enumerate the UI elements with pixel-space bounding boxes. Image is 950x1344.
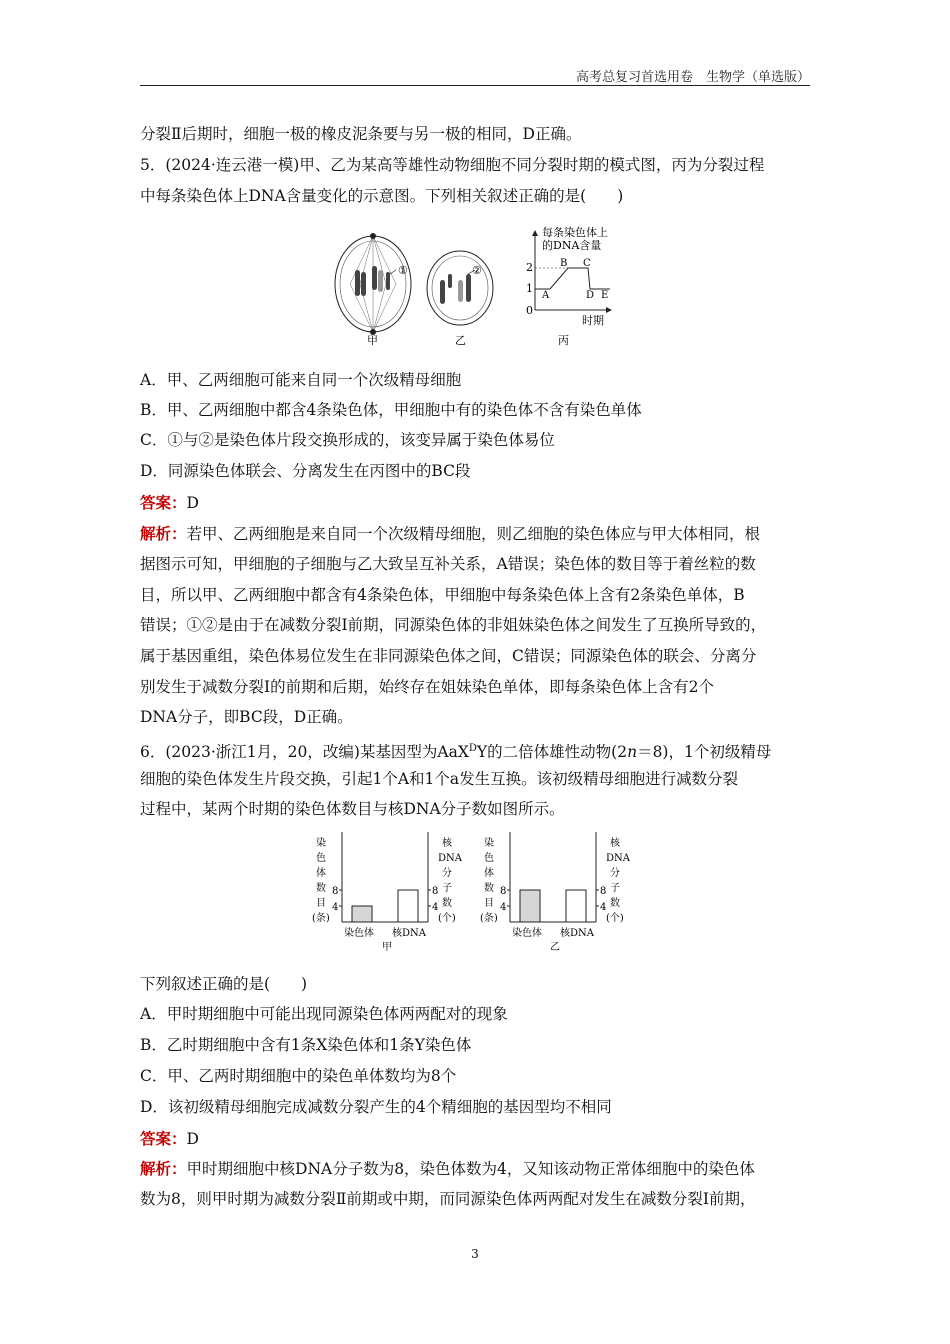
question-5-stem: 5．(2024·连云港一模)甲、乙为某高等雄性动物细胞不同分裂时期的模式图，丙为分裂过程 bbox=[140, 156, 765, 174]
figure-6 bbox=[310, 830, 650, 960]
figure-5 bbox=[320, 222, 620, 352]
right-axis-label: (个) bbox=[438, 913, 456, 924]
question-5-stem-cont: 中每条染色体上DNA含量变化的示意图。下列相关叙述正确的是( ) bbox=[140, 187, 624, 205]
explanation-5-line-1 bbox=[140, 518, 812, 550]
left-axis-label: (条) bbox=[480, 913, 498, 924]
q6-text-1: 6．(2023·浙江1月，20，改编)某基因型为AaX bbox=[140, 743, 469, 762]
bing-ylabel-1: 每条染色体上 bbox=[542, 226, 608, 239]
caption-bing: 丙 bbox=[558, 334, 569, 347]
bing-xlabel: 时期 bbox=[582, 314, 604, 327]
chart-caption: 甲 bbox=[382, 942, 392, 953]
bar bbox=[398, 890, 418, 922]
option-5B: B．甲、乙两细胞中都含4条染色体，甲细胞中有的染色体不含有染色单体 bbox=[140, 401, 642, 419]
bing-point-E: E bbox=[601, 290, 609, 301]
answer-6 bbox=[140, 1123, 812, 1155]
explanation-6-line-1 bbox=[140, 1153, 812, 1185]
right-axis-label: (个) bbox=[606, 913, 624, 924]
right-tick-label: 8 bbox=[432, 886, 439, 897]
explanation-5-line-2: 据图示可知，甲细胞的子细胞与乙大致呈互补关系，A错误；染色体的数目等于着丝粒的数 bbox=[140, 555, 756, 573]
q6-text-2: Y的二倍体雄性动物(2 bbox=[476, 743, 628, 762]
answer-value: D bbox=[186, 494, 199, 512]
chart-caption: 乙 bbox=[550, 942, 560, 953]
explanation-label: 解析： bbox=[140, 524, 187, 543]
left-axis-label: 目 bbox=[484, 898, 494, 909]
left-axis-label: 色 bbox=[316, 853, 326, 864]
left-axis-label: 体 bbox=[484, 868, 494, 879]
right-tick-label: 8 bbox=[600, 886, 607, 897]
bar bbox=[566, 890, 586, 922]
header-rule bbox=[140, 85, 810, 86]
right-axis-label: DNA bbox=[438, 853, 462, 864]
left-axis-label: 体 bbox=[316, 868, 326, 879]
right-tick-label: 4 bbox=[432, 902, 439, 913]
right-axis-label: 核 bbox=[442, 838, 452, 849]
bing-point-B: B bbox=[560, 258, 568, 269]
explanation-text: 若甲、乙两细胞是来自同一个次级精母细胞，则乙细胞的染色体应与甲大体相同，根 bbox=[186, 525, 761, 543]
bing-tick-2: 2 bbox=[526, 261, 533, 274]
right-axis-label: 分 bbox=[442, 868, 452, 879]
left-axis-label: 染 bbox=[484, 838, 494, 849]
right-axis-label: 数 bbox=[442, 898, 452, 909]
option-5A: A．甲、乙两细胞可能来自同一个次级精母细胞 bbox=[140, 371, 462, 389]
chart-bing bbox=[526, 225, 612, 327]
question-6-prompt: 下列叙述正确的是( ) bbox=[140, 975, 308, 993]
right-axis-label: 子 bbox=[442, 883, 452, 894]
bar-category-label: 核DNA bbox=[560, 928, 594, 939]
bar-category-label: 核DNA bbox=[392, 928, 426, 939]
left-tick-label: 4 bbox=[500, 902, 507, 913]
explanation-text: 甲时期细胞中核DNA分子数为8，染色体数为4，又知该动物正常体细胞中的染色体 bbox=[186, 1160, 755, 1178]
left-axis-label: 数 bbox=[484, 883, 494, 894]
bing-point-D: D bbox=[586, 290, 595, 301]
option-5D: D．同源染色体联会、分离发生在丙图中的BC段 bbox=[140, 462, 471, 480]
caption-jia: 甲 bbox=[367, 334, 378, 347]
bing-point-C: C bbox=[583, 258, 591, 269]
bar-category-label: 染色体 bbox=[512, 928, 542, 939]
bing-ylabel-2: 的DNA含量 bbox=[542, 239, 602, 252]
question-6-stem-cont2: 过程中，某两个时期的染色体数目与核DNA分子数如图所示。 bbox=[140, 800, 565, 818]
explanation-label: 解析： bbox=[140, 1159, 187, 1178]
left-tick-label: 8 bbox=[332, 886, 339, 897]
right-axis-label: 子 bbox=[610, 883, 620, 894]
right-tick-label: 4 bbox=[600, 902, 607, 913]
explanation-5-line-4: 错误；①②是由于在减数分裂Ⅰ前期，同源染色体的非姐妹染色体之间发生了互换所导致的， bbox=[140, 616, 767, 634]
cell-yi-diagram bbox=[427, 251, 493, 325]
text-line: 分裂Ⅱ后期时，细胞一极的橡皮泥条要与另一极的相同，D正确。 bbox=[140, 125, 582, 143]
left-axis-label: 染 bbox=[316, 838, 326, 849]
bar-category-label: 染色体 bbox=[344, 928, 374, 939]
right-axis-label: 分 bbox=[610, 868, 620, 879]
option-6B: B．乙时期细胞中含有1条X染色体和1条Y染色体 bbox=[140, 1036, 472, 1054]
bar bbox=[352, 906, 372, 922]
left-axis-label: 色 bbox=[484, 853, 494, 864]
explanation-5-line-7: DNA分子，即BC段，D正确。 bbox=[140, 708, 353, 726]
caption-yi: 乙 bbox=[455, 334, 466, 347]
explanation-5-line-6: 别发生于减数分裂Ⅰ的前期和后期，始终存在姐妹染色单体，即每条染色体上含有2个 bbox=[140, 678, 714, 696]
right-axis-label: 数 bbox=[610, 898, 620, 909]
option-6D: D．该初级精母细胞完成减数分裂产生的4个精细胞的基因型均不相同 bbox=[140, 1098, 612, 1116]
q6-text-3: ＝8)，1个初级精母 bbox=[637, 743, 772, 762]
mark-2: ② bbox=[472, 264, 482, 277]
bing-tick-0: 0 bbox=[526, 304, 533, 317]
left-axis-label: 目 bbox=[316, 898, 326, 909]
left-axis-label: (条) bbox=[312, 913, 330, 924]
q6-superscript: D bbox=[468, 743, 477, 754]
explanation-5-line-3: 目，所以甲、乙两细胞中都含有4条染色体，甲细胞中每条染色体上含有2条染色单体，B bbox=[140, 586, 745, 604]
cell-jia-diagram bbox=[335, 233, 411, 335]
option-5C: C．①与②是染色体片段交换形成的，该变异属于染色体易位 bbox=[140, 431, 555, 449]
explanation-6-line-2: 数为8，则甲时期为减数分裂Ⅱ前期或中期，而同源染色体两两配对发生在减数分裂Ⅰ前期， bbox=[140, 1190, 756, 1208]
mark-1: ① bbox=[398, 264, 408, 277]
left-tick-label: 4 bbox=[332, 902, 339, 913]
answer-5 bbox=[140, 487, 812, 519]
bar-chart-jia bbox=[312, 832, 463, 953]
answer-label: 答案： bbox=[140, 1129, 187, 1148]
left-axis-label: 数 bbox=[316, 883, 326, 894]
bing-tick-1: 1 bbox=[526, 282, 533, 295]
page-header: 高考总复习首选用卷 生物学（单选版） bbox=[575, 70, 810, 85]
answer-label: 答案： bbox=[140, 493, 187, 512]
option-6A: A．甲时期细胞中可能出现同源染色体两两配对的现象 bbox=[140, 1005, 508, 1023]
bing-point-A: A bbox=[542, 290, 550, 301]
question-6-stem bbox=[140, 733, 812, 768]
q6-italic-n: n bbox=[627, 743, 638, 762]
right-axis-label: DNA bbox=[606, 853, 630, 864]
page-number: 3 bbox=[471, 1247, 479, 1261]
right-axis-label: 核 bbox=[610, 838, 620, 849]
left-tick-label: 8 bbox=[500, 886, 507, 897]
answer-value: D bbox=[186, 1130, 199, 1148]
question-6-stem-cont: 细胞的染色体发生片段交换，引起1个A和1个a发生互换。该初级精母细胞进行减数分裂 bbox=[140, 770, 739, 788]
bar bbox=[520, 890, 540, 922]
bar-chart-yi bbox=[480, 832, 631, 953]
explanation-5-line-5: 属于基因重组，染色体易位发生在非同源染色体之间，C错误；同源染色体的联会、分离分 bbox=[140, 647, 757, 665]
option-6C: C．甲、乙两时期细胞中的染色单体数均为8个 bbox=[140, 1067, 457, 1085]
